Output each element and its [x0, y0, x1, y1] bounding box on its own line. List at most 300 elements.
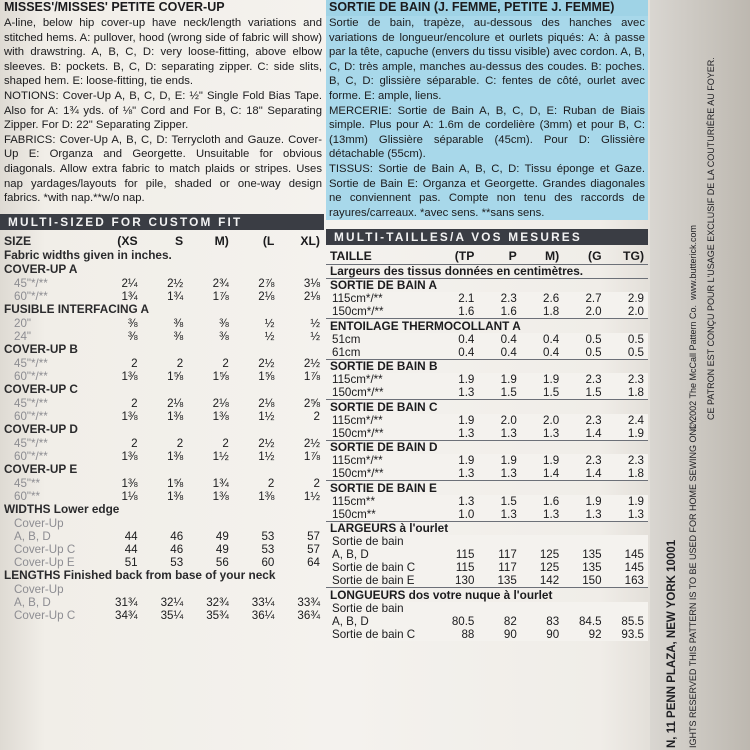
cell-value: [478, 535, 520, 548]
table-row: [326, 561, 648, 574]
cell-value: 82: [478, 615, 520, 628]
cell-value: 2.3: [606, 454, 648, 467]
french-home-sewing-notice: CE PATRON EST CONÇU POUR L'USAGE EXCLUSIF DE LA COUTURIÈRE AU FOYER.: [706, 57, 716, 420]
row-label: 60"*/**: [14, 289, 48, 303]
cell-value: 1.9: [606, 427, 648, 441]
french-description: Sortie de bain, trapèze, au-dessous des hanches avec variations de longueur/encolure et ourlets piqués: A: à passe par la tête, capuche (envers du tissu visible) avec cordon. A, B, C, D: très ample, manches au-dessus des coudes. B: poches. B, C, D: glissière séparable. C: fentes de côté, ourlet avec forme. E: ample, liens.: [326, 16, 648, 104]
table-row: [326, 628, 648, 641]
cell-value: 2.3: [563, 373, 605, 386]
cell-value: [187, 517, 233, 530]
cell-value: 1.8: [606, 386, 648, 400]
cell-value: 1.5: [563, 386, 605, 400]
cell-value: 2: [131, 436, 138, 450]
row-label: A, B, D: [14, 529, 51, 543]
cell-value: 3⅛: [303, 276, 320, 290]
cell-value: [187, 583, 233, 596]
row-label: 115cm*/**: [326, 292, 436, 305]
copyright-notice: © 2002 The McCall Pattern Co.: [688, 304, 698, 430]
cell-value: 1.5: [478, 495, 520, 508]
taille-m: M): [544, 249, 560, 264]
cell-value: 1.3: [563, 508, 605, 522]
row-label: 45"*/**: [14, 356, 48, 370]
row-label: COVER-UP A: [4, 262, 78, 277]
cell-value: 1½: [303, 489, 320, 503]
row-label: 150cm**: [326, 508, 436, 522]
cell-value: 1⅜: [258, 489, 275, 503]
table-row: [326, 574, 648, 588]
row-label: 60"**: [14, 489, 41, 503]
cell-value: ⅜: [173, 316, 184, 330]
cell-value: ⅜: [219, 316, 229, 330]
cell-value: 1.9: [436, 414, 478, 427]
table-section-row: [326, 400, 648, 414]
cell-value: 2⅝: [303, 396, 320, 410]
cell-value: 1⅞: [212, 289, 229, 303]
cell-value: 49: [215, 542, 229, 556]
table-section-row: [0, 343, 324, 357]
cell-value: [233, 517, 279, 530]
cell-value: [96, 517, 142, 530]
cell-value: ½: [310, 329, 320, 343]
table-section-row: [326, 521, 648, 535]
cell-value: [563, 535, 605, 548]
cell-value: 2⅛: [258, 289, 275, 303]
cell-value: 35¼: [160, 608, 184, 622]
table-row: [326, 333, 648, 346]
table-row: [0, 317, 324, 330]
table-row: [326, 386, 648, 400]
cell-value: 2.1: [436, 292, 478, 305]
cell-value: 1⅜: [212, 489, 229, 503]
row-label: Cover-Up C: [14, 542, 76, 556]
cell-value: 1⅝: [167, 369, 184, 383]
cell-value: 1.6: [436, 305, 478, 319]
cell-value: 1⅝: [167, 476, 184, 490]
cell-value: ½: [264, 316, 275, 330]
cell-value: 1⅞: [303, 449, 320, 463]
row-label: 20": [14, 316, 32, 330]
cell-value: ⅜: [219, 329, 229, 343]
table-row: [0, 583, 324, 596]
row-label: 24": [14, 329, 32, 343]
cell-value: 2.7: [563, 292, 605, 305]
cell-value: 2.3: [563, 414, 605, 427]
size-s: S: [175, 233, 184, 248]
cell-value: 2½: [167, 276, 184, 290]
cell-value: ⅜: [127, 329, 138, 343]
table-row: [0, 556, 324, 569]
table-row: [326, 414, 648, 427]
cell-value: 1.8: [521, 305, 563, 319]
cell-value: 2: [176, 356, 184, 370]
cell-value: ⅜: [173, 329, 184, 343]
cell-value: 1.9: [521, 373, 563, 386]
row-label: LARGEURS à l'ourlet: [326, 521, 648, 535]
table-row: [0, 290, 324, 303]
cell-value: 117: [478, 548, 520, 561]
cell-value: 1.3: [606, 508, 648, 522]
english-size-band: MULTI-SIZED FOR CUSTOM FIT: [0, 214, 324, 230]
cell-value: 49: [215, 529, 229, 543]
table-row: [0, 437, 324, 450]
cell-value: [436, 535, 478, 548]
table-section-row: [0, 463, 324, 477]
cell-value: 1.3: [436, 467, 478, 481]
cell-value: 0.5: [606, 333, 648, 346]
table-row: [326, 427, 648, 441]
cell-value: 56: [215, 555, 229, 569]
cell-value: 1½: [258, 409, 275, 423]
table-row: [0, 357, 324, 370]
side-strip: [650, 0, 750, 750]
cell-value: 1.9: [436, 373, 478, 386]
cell-value: 1.8: [606, 467, 648, 481]
cell-value: 2¼: [121, 276, 138, 290]
cell-value: 1.3: [478, 427, 520, 441]
cell-value: 2: [222, 436, 229, 450]
table-row: [0, 530, 324, 543]
cell-value: 64: [307, 555, 320, 569]
french-widths-note: Largeurs des tissus données en centimètres.: [326, 264, 648, 278]
row-label: Cover-Up C: [14, 608, 76, 622]
cell-value: 1.3: [521, 508, 563, 522]
size-xs: (XS: [117, 233, 138, 248]
table-row: [326, 495, 648, 508]
row-label: LENGTHS Finished back from base of your neck: [4, 568, 276, 583]
cell-value: 1.6: [478, 305, 520, 319]
table-row: [0, 609, 324, 622]
table-row: [0, 450, 324, 463]
table-section-row: [326, 481, 648, 495]
row-label: A, B, D: [326, 615, 436, 628]
cell-value: 2½: [258, 436, 275, 450]
cell-value: 1.4: [521, 467, 563, 481]
cell-value: 36¼: [251, 608, 275, 622]
cell-value: 33¾: [297, 595, 320, 609]
cell-value: 145: [606, 561, 648, 574]
cell-value: 0.4: [521, 333, 563, 346]
cell-value: 1.9: [478, 373, 520, 386]
table-row: [326, 535, 648, 548]
row-label: 45"**: [14, 476, 41, 490]
cell-value: 125: [521, 548, 563, 561]
cell-value: 2⅛: [303, 289, 320, 303]
cell-value: 1⅜: [167, 489, 184, 503]
table-section-row: [0, 423, 324, 437]
cell-value: 1.4: [563, 467, 605, 481]
cell-value: 1⅝: [258, 369, 275, 383]
cell-value: 2: [222, 356, 229, 370]
cell-value: 1.3: [478, 508, 520, 522]
cell-value: 115: [436, 548, 478, 561]
row-label: 51cm: [326, 333, 436, 346]
cell-value: 2⅛: [258, 396, 275, 410]
taille-p: P: [508, 249, 517, 264]
cell-value: 1⅜: [167, 449, 184, 463]
cell-value: 0.4: [521, 346, 563, 360]
cell-value: 2.3: [478, 292, 520, 305]
table-row: [0, 596, 324, 609]
cell-value: [521, 535, 563, 548]
english-fabrics: FABRICS: Cover-Up A, B, C, D: Terrycloth and Gauze. Cover-Up E: Organza and Georgette. Unsuitable for obvious diagonals. Allow extra fabric to match plaids or stripes. Uses nap yardages/layouts for pile, shaded or one-way design fabrics. *with nap.**w/o nap.: [4, 133, 322, 205]
cell-value: 2⅛: [167, 396, 184, 410]
cell-value: 31¾: [115, 595, 138, 609]
row-label: Cover-Up: [14, 516, 64, 530]
cell-value: 115: [436, 561, 478, 574]
cell-value: 2: [176, 436, 184, 450]
cell-value: 1.9: [563, 495, 605, 508]
cell-value: 135: [478, 574, 520, 588]
cell-value: [278, 583, 324, 596]
row-label: 150cm*/**: [326, 305, 436, 319]
table-row: [0, 370, 324, 383]
cell-value: 0.5: [563, 346, 605, 360]
french-fabrics: TISSUS: Sortie de Bain A, B, C, D: Tissu éponge et Gaze. Sortie de Bain E: Organza et Georgette. Grandes diagonales ne conviennent pas. Compte non tenu des raccords de rayures/carreaux. *avec sens. **sans sens.: [326, 162, 648, 220]
cell-value: 32¾: [206, 595, 229, 609]
row-label: 45"*/**: [14, 436, 48, 450]
french-yardage-table: [326, 249, 648, 641]
cell-value: 1.3: [436, 495, 478, 508]
table-row: [0, 410, 324, 423]
row-label: WIDTHS Lower edge: [4, 502, 120, 517]
table-row: [326, 508, 648, 522]
cell-value: 0.4: [478, 346, 520, 360]
cell-value: 0.4: [478, 333, 520, 346]
row-label: SORTIE DE BAIN A: [326, 278, 648, 292]
home-sewing-notice: IGHTS RESERVED THIS PATTERN IS TO BE USED FOR HOME SEWING ONLY.: [688, 417, 698, 748]
row-label: Sortie de bain E: [326, 574, 436, 588]
table-row: [0, 330, 324, 343]
row-label: 115cm*/**: [326, 454, 436, 467]
cell-value: 2½: [303, 356, 320, 370]
cell-value: 36¾: [297, 608, 320, 622]
french-title: SORTIE DE BAIN (J. FEMME, PETITE J. FEMME): [326, 0, 648, 16]
table-section-row: [326, 359, 648, 373]
french-column: [326, 0, 648, 750]
cell-value: 2.0: [563, 305, 605, 319]
row-label: 115cm*/**: [326, 373, 436, 386]
cell-value: 90: [521, 628, 563, 641]
table-section-row: [0, 569, 324, 583]
row-label: SORTIE DE BAIN B: [326, 359, 648, 373]
cell-value: 53: [261, 529, 275, 543]
website-url: www.butterick.com: [688, 224, 698, 300]
cell-value: 80.5: [436, 615, 478, 628]
cell-value: 1.5: [478, 386, 520, 400]
table-row: [326, 373, 648, 386]
cell-value: 1.3: [436, 386, 478, 400]
table-row: [326, 602, 648, 615]
cell-value: 1¾: [121, 289, 138, 303]
cell-value: 0.4: [436, 333, 478, 346]
cell-value: 1.9: [521, 454, 563, 467]
cell-value: 2½: [258, 356, 275, 370]
cell-value: 1½: [212, 449, 229, 463]
table-row: [326, 346, 648, 360]
table-row: [326, 615, 648, 628]
row-label: 60"*/**: [14, 449, 48, 463]
row-label: COVER-UP E: [4, 462, 78, 477]
table-row: [326, 467, 648, 481]
cell-value: 1⅞: [303, 369, 320, 383]
cell-value: 2: [313, 409, 320, 423]
french-size-header: [326, 249, 648, 264]
table-row: [0, 517, 324, 530]
cell-value: 1⅜: [121, 449, 138, 463]
row-label: 150cm*/**: [326, 467, 436, 481]
taille-label: TAILLE: [330, 249, 372, 264]
table-section-row: [0, 263, 324, 277]
row-label: Cover-Up E: [14, 555, 75, 569]
row-label: 60"*/**: [14, 409, 48, 423]
cell-value: 2.3: [606, 373, 648, 386]
english-notions: NOTIONS: Cover-Up A, B, C, D, E: ½" Single Fold Bias Tape. Also for A: 1¾ yds. of ⅛" Cord and For B, C: 18" Separating Zipper. For D: 22" Separating Zipper.: [4, 89, 322, 132]
cell-value: 85.5: [606, 615, 648, 628]
cell-value: [606, 535, 648, 548]
row-label: 45"*/**: [14, 276, 48, 290]
cell-value: 2.0: [521, 414, 563, 427]
row-label: COVER-UP B: [4, 342, 78, 357]
cell-value: 35¾: [206, 608, 229, 622]
table-section-row: [0, 383, 324, 397]
taille-tp: (TP: [454, 249, 475, 264]
cell-value: 2: [131, 356, 138, 370]
table-row: [0, 543, 324, 556]
row-label: A, B, D: [326, 548, 436, 561]
row-label: LONGUEURS dos votre nuque à l'ourlet: [326, 588, 648, 602]
english-yardage-table: [0, 234, 324, 622]
cell-value: 90: [478, 628, 520, 641]
table-section-row: [0, 303, 324, 317]
cell-value: 1⅜: [167, 409, 184, 423]
row-label: Sortie de bain: [326, 602, 436, 615]
cell-value: 0.5: [606, 346, 648, 360]
cell-value: 34¾: [115, 608, 138, 622]
row-label: Cover-Up: [14, 582, 64, 596]
english-widths-note: Fabric widths given in inches.: [4, 248, 172, 263]
row-label: 60"*/**: [14, 369, 48, 383]
taille-g: (G: [588, 249, 602, 264]
cell-value: [233, 583, 279, 596]
row-label: COVER-UP D: [4, 422, 78, 437]
cell-value: 0.4: [436, 346, 478, 360]
table-row: [326, 548, 648, 561]
cell-value: 150: [563, 574, 605, 588]
table-row: [0, 477, 324, 490]
cell-value: 2.4: [606, 414, 648, 427]
size-l: (L: [262, 233, 275, 248]
row-label: Sortie de bain C: [326, 628, 436, 641]
taille-tg: TG): [623, 249, 644, 264]
table-row: [0, 490, 324, 503]
cell-value: 1.5: [521, 386, 563, 400]
size-xl: XL): [300, 233, 320, 248]
cell-value: [142, 583, 188, 596]
cell-value: ½: [310, 316, 320, 330]
row-label: SORTIE DE BAIN D: [326, 440, 648, 454]
cell-value: 145: [606, 548, 648, 561]
cell-value: 57: [307, 542, 320, 556]
cell-value: [563, 602, 605, 615]
row-label: COVER-UP C: [4, 382, 78, 397]
cell-value: 1⅜: [121, 409, 138, 423]
row-label: SORTIE DE BAIN E: [326, 481, 648, 495]
cell-value: 1.9: [478, 454, 520, 467]
cell-value: 33¼: [251, 595, 275, 609]
cell-value: [521, 602, 563, 615]
row-label: 115cm**: [326, 495, 436, 508]
cell-value: 46: [170, 542, 184, 556]
table-section-row: [0, 503, 324, 517]
row-label: 115cm*/**: [326, 414, 436, 427]
row-label: 45"*/**: [14, 396, 48, 410]
cell-value: 2.3: [563, 454, 605, 467]
cell-value: 1⅜: [121, 369, 138, 383]
cell-value: 2.6: [521, 292, 563, 305]
row-label: Sortie de bain: [326, 535, 436, 548]
cell-value: 142: [521, 574, 563, 588]
cell-value: 1.3: [521, 427, 563, 441]
table-section-row: [326, 319, 648, 333]
table-row: [326, 305, 648, 319]
row-label: Sortie de bain C: [326, 561, 436, 574]
cell-value: 83: [521, 615, 563, 628]
cell-value: [436, 602, 478, 615]
cell-value: 135: [563, 561, 605, 574]
cell-value: 53: [261, 542, 275, 556]
cell-value: 1⅜: [121, 476, 138, 490]
cell-value: 53: [170, 555, 184, 569]
cell-value: 84.5: [563, 615, 605, 628]
table-row: [0, 397, 324, 410]
cell-value: 1.0: [436, 508, 478, 522]
cell-value: 2: [267, 476, 275, 490]
cell-value: 2⅞: [258, 276, 275, 290]
row-label: 150cm*/**: [326, 427, 436, 441]
row-label: SORTIE DE BAIN C: [326, 400, 648, 414]
table-section-row: [326, 440, 648, 454]
cell-value: 44: [124, 542, 138, 556]
cell-value: 57: [307, 529, 320, 543]
cell-value: 125: [521, 561, 563, 574]
cell-value: [96, 583, 142, 596]
cell-value: 1¾: [212, 476, 229, 490]
cell-value: 1.6: [521, 495, 563, 508]
french-notions: MERCERIE: Sortie de Bain A, B, C, D, E: Ruban de Biais simple. Plus pour A: 1.6m de cordelière (3mm) et pour B, C: (13mm) Glissière séparable (45cm). Pour D: Glissière détachable (55cm).: [326, 104, 648, 162]
cell-value: ⅜: [127, 316, 138, 330]
cell-value: 135: [563, 548, 605, 561]
table-row: [0, 277, 324, 290]
cell-value: [278, 517, 324, 530]
cell-value: 2.0: [478, 414, 520, 427]
cell-value: 92: [563, 628, 605, 641]
row-label: FUSIBLE INTERFACING A: [4, 302, 150, 317]
cell-value: 117: [478, 561, 520, 574]
cell-value: [142, 517, 188, 530]
cell-value: 1⅝: [212, 369, 229, 383]
cell-value: 1.4: [563, 427, 605, 441]
row-label: 150cm*/**: [326, 386, 436, 400]
cell-value: 2¾: [212, 276, 229, 290]
cell-value: 1.3: [436, 427, 478, 441]
cell-value: 2⅛: [212, 396, 229, 410]
table-section-row: [326, 588, 648, 602]
cell-value: 46: [170, 529, 184, 543]
row-label: ENTOILAGE THERMOCOLLANT A: [326, 319, 648, 333]
english-title: MISSES'/MISSES' PETITE COVER-UP: [4, 0, 225, 14]
cell-value: 51: [124, 555, 138, 569]
english-description: A-line, below hip cover-up have neck/length variations and stitched hems. A: pullover, hood (wrong side of fabric will show) with drawstring. A, B, C, D: very loose-fitting, above elbow sleeves. B: pockets. B, C, D: separating zipper. C: side slits, shaped hem. E: loose-fitting, tie ends.: [4, 17, 322, 88]
